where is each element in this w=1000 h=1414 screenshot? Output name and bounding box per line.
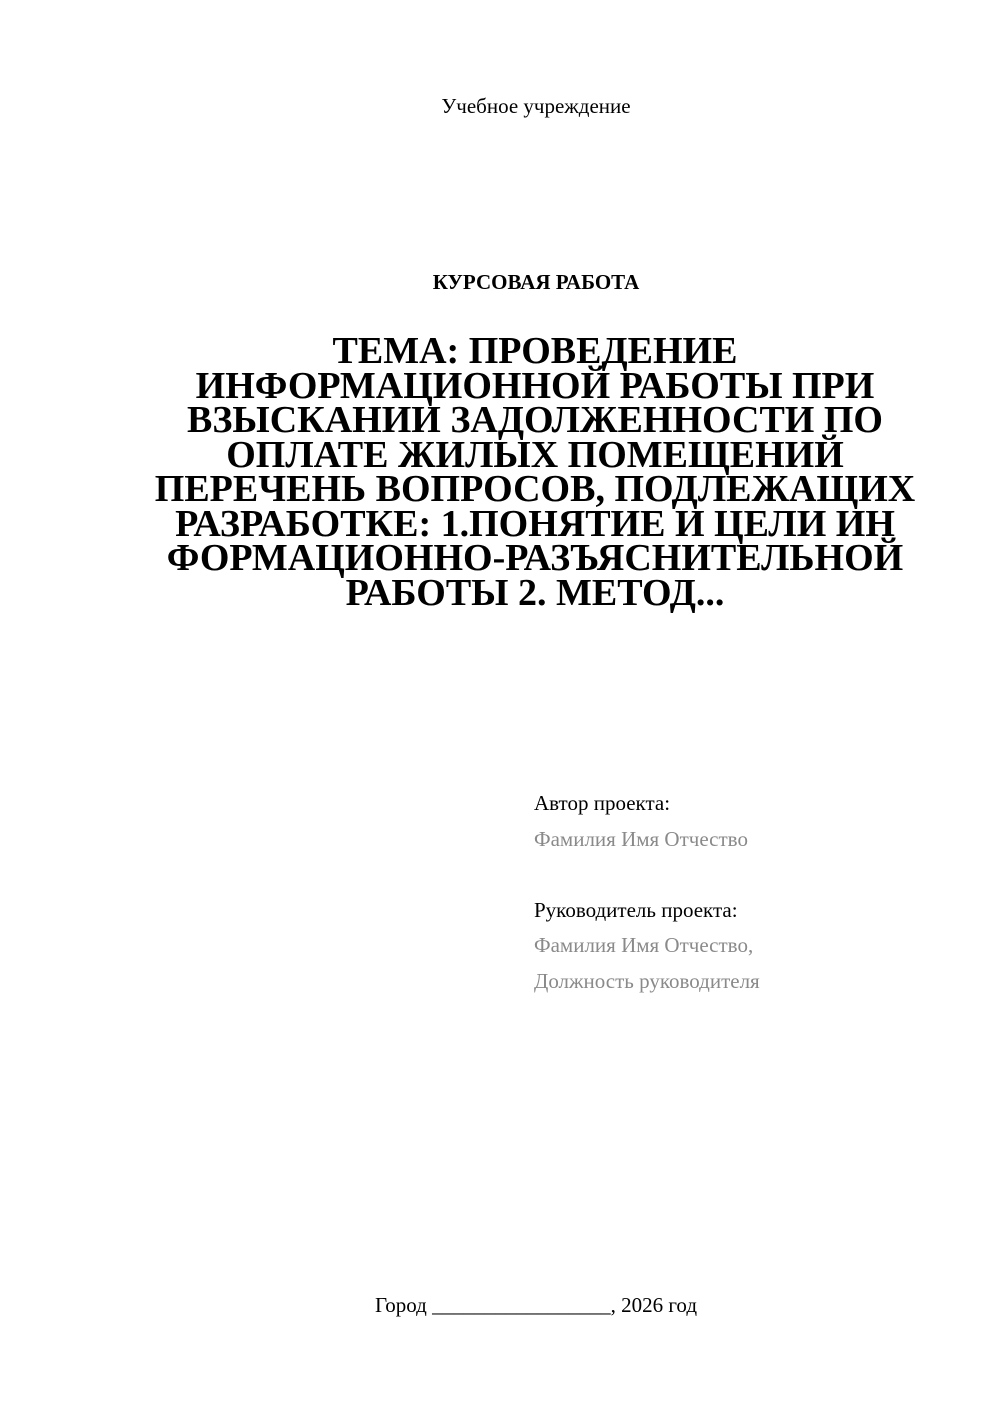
topic-line: РАЗРАБОТКЕ: 1.ПОНЯТИЕ И ЦЕЛИ ИН [175,502,895,545]
author-block [534,789,954,853]
city-year-footer: Город _________________, 2026 год [374,1293,698,1317]
topic-line: ВЗЫСКАНИИ ЗАДОЛЖЕННОСТИ ПО [187,399,883,441]
topic-line: РАБОТЫ 2. МЕТОД... [345,571,725,614]
institution-name: Учебное учреждение [441,94,631,118]
topic-line: ИНФОРМАЦИОННОЙ РАБОТЫ ПРИ [195,364,875,407]
topic-line: ФОРМАЦИОННО-РАЗЪЯСНИТЕЛЬНОЙ [166,537,904,579]
supervisor-label: Руководитель проекта: [534,898,738,922]
topic-title [150,330,920,614]
author-name: Фамилия Имя Отчество [534,827,748,851]
supervisor-block [534,896,954,995]
supervisor-name: Фамилия Имя Отчество, [534,933,754,957]
topic-line: ПЕРЕЧЕНЬ ВОПРОСОВ, ПОДЛЕЖАЩИХ [154,468,916,510]
supervisor-position: Должность руководителя [534,969,760,993]
topic-line: ОПЛАТЕ ЖИЛЫХ ПОМЕЩЕНИЙ [226,433,844,476]
document-type: КУРСОВАЯ РАБОТА [432,270,640,294]
author-label: Автор проекта: [534,791,671,815]
topic-line: ТЕМА: ПРОВЕДЕНИЕ [332,330,738,372]
